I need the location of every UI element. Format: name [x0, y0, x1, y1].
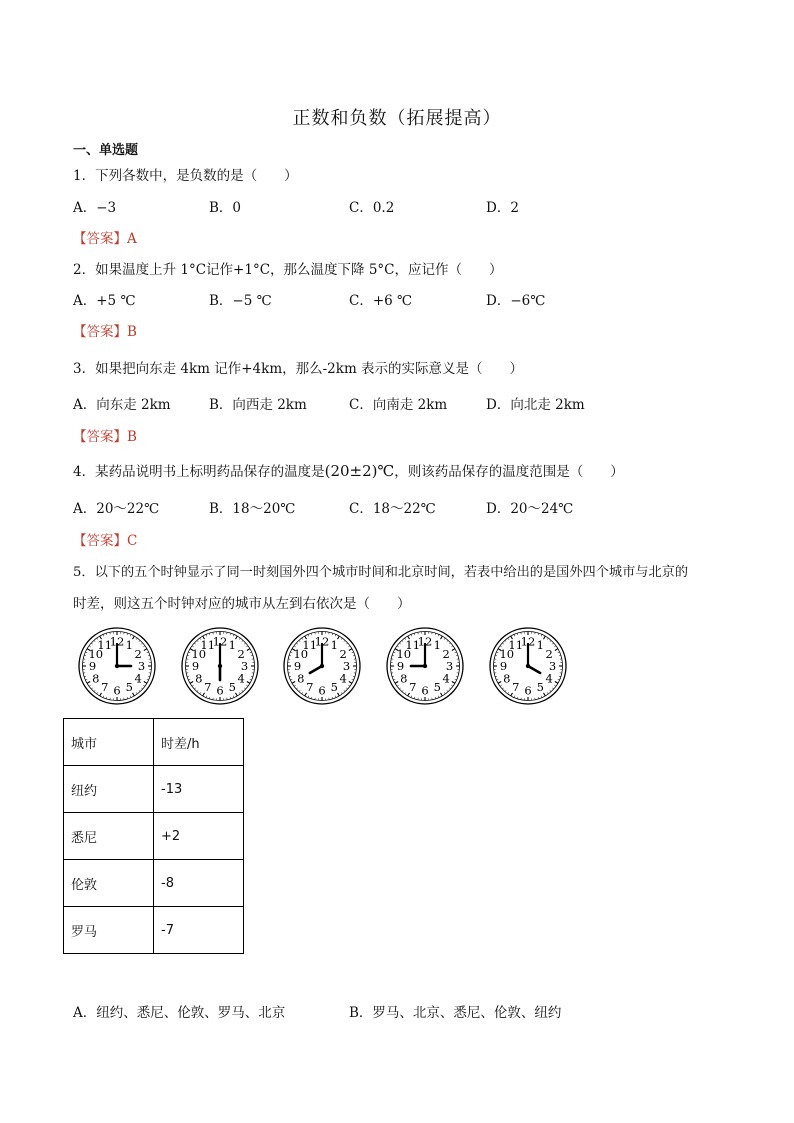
q4-answer: 【答案】C	[73, 533, 138, 549]
clock-number: 6	[421, 683, 429, 698]
clock-number: 12	[417, 634, 433, 649]
q3-option-c: C．向南走 2km	[349, 397, 448, 413]
table-cell-offset: -13	[154, 766, 244, 813]
q3-option-d: D．向北走 2km	[486, 397, 585, 413]
q3-option-b: B．向西走 2km	[209, 397, 307, 413]
clock-center	[218, 664, 222, 668]
clock-number: 11	[200, 637, 216, 652]
clock-1	[75, 624, 159, 708]
table-header-offset: 时差/h	[154, 719, 244, 766]
question-5-stem-line1: 5．以下的五个时钟显示了同一时刻国外四个城市时间和北京时间，若表中给出的是国外四个城市与北京的	[73, 565, 689, 580]
clock-number: 3	[137, 659, 146, 673]
clock-number: 10	[191, 646, 207, 661]
clock-number: 6	[216, 683, 224, 698]
clock-number: 4	[237, 671, 245, 686]
clock-number: 4	[545, 671, 553, 686]
clock-number: 12	[109, 634, 125, 649]
clock-number: 4	[339, 671, 347, 686]
clock-number: 7	[101, 680, 109, 695]
clock-number: 11	[97, 637, 113, 652]
clock-number: 1	[536, 637, 544, 652]
clock-number: 9	[396, 659, 405, 673]
table-row	[64, 766, 244, 813]
q2-option-b: B．−5 ℃	[209, 293, 272, 309]
table-row	[64, 907, 244, 954]
q4-option-d: D．20～24℃	[486, 501, 574, 517]
q2-answer: 【答案】B	[73, 324, 137, 340]
clock-number: 6	[524, 683, 532, 698]
page-title: 正数和负数（拓展提高）	[292, 108, 502, 129]
q1-option-b: B．0	[209, 200, 242, 216]
clock-number: 6	[113, 683, 121, 698]
table-row	[64, 860, 244, 907]
q1-answer: 【答案】A	[73, 231, 137, 247]
clock-number: 2	[545, 646, 553, 661]
clock-center	[526, 664, 530, 668]
clock-number: 7	[409, 680, 417, 695]
clock-number: 7	[204, 680, 212, 695]
clock-number: 4	[134, 671, 142, 686]
clock-number: 3	[548, 659, 557, 673]
clock-number: 7	[512, 680, 520, 695]
q1-option-c: C．0.2	[349, 200, 395, 216]
q3-answer: 【答案】B	[73, 429, 137, 445]
clock-number: 9	[293, 659, 302, 673]
q4-option-c: C．18～22℃	[349, 501, 436, 517]
clock-5	[486, 624, 570, 708]
q4-formula: (20±2)℃	[324, 462, 395, 480]
q4-option-a: A．20～22℃	[73, 501, 160, 517]
question-3-stem: 3．如果把向东走 4km 记作+4km，那么-2km 表示的实际意义是（ ）	[73, 361, 524, 377]
clock-number: 5	[330, 680, 338, 695]
clock-center	[320, 664, 324, 668]
clock-number: 6	[318, 683, 326, 698]
q1-option-a: A．−3	[73, 200, 117, 216]
timezone-table	[63, 718, 244, 954]
clock-number: 2	[442, 646, 450, 661]
table-cell-city: 悉尼	[64, 813, 154, 860]
clock-number: 10	[293, 646, 309, 661]
clock-number: 3	[240, 659, 249, 673]
table-cell-offset: -8	[154, 860, 244, 907]
clock-center	[115, 664, 119, 668]
table-row	[64, 813, 244, 860]
clock-number: 5	[228, 680, 236, 695]
q4-option-b: B．18～20℃	[209, 501, 296, 517]
clock-number: 7	[306, 680, 314, 695]
table-cell-city: 纽约	[64, 766, 154, 813]
clock-number: 9	[499, 659, 508, 673]
clock-number: 12	[520, 634, 536, 649]
question-4-stem: 4．某药品说明书上标明药品保存的温度是(20±2)℃，则该药品保存的温度范围是（ ）	[73, 462, 624, 480]
clock-number: 5	[125, 680, 133, 695]
clock-number: 10	[88, 646, 104, 661]
table-cell-city: 罗马	[64, 907, 154, 954]
clock-number: 5	[536, 680, 544, 695]
question-1-stem: 1．下列各数中，是负数的是（ ）	[73, 168, 298, 184]
question-2-stem: 2．如果温度上升 1°C记作+1°C，那么温度下降 5°C，应记作（ ）	[73, 262, 503, 278]
table-cell-city: 伦敦	[64, 860, 154, 907]
clock-number: 9	[191, 659, 200, 673]
clock-number: 12	[314, 634, 330, 649]
table-header-row	[64, 719, 244, 766]
clock-3	[280, 624, 364, 708]
clock-center	[423, 664, 427, 668]
clock-number: 11	[405, 637, 421, 652]
clock-number: 10	[396, 646, 412, 661]
clock-number: 1	[228, 637, 236, 652]
clock-number: 8	[195, 671, 203, 686]
q3-option-a: A．向东走 2km	[73, 397, 171, 413]
clock-number: 2	[134, 646, 142, 661]
clock-number: 3	[445, 659, 454, 673]
table-cell-offset: +2	[154, 813, 244, 860]
clock-number: 3	[342, 659, 351, 673]
clock-number: 9	[88, 659, 97, 673]
q2-option-a: A．+5 ℃	[73, 293, 136, 309]
clock-number: 8	[92, 671, 100, 686]
table-header-city: 城市	[64, 719, 154, 766]
section-heading: 一、单选题	[73, 143, 139, 158]
clock-number: 11	[508, 637, 524, 652]
clock-number: 8	[400, 671, 408, 686]
table-cell-offset: -7	[154, 907, 244, 954]
clock-number: 1	[433, 637, 441, 652]
question-5-stem-line2: 时差，则这五个时钟对应的城市从左到右依次是（ ）	[73, 596, 411, 612]
clock-number: 1	[330, 637, 338, 652]
clock-number: 5	[433, 680, 441, 695]
clock-number: 8	[503, 671, 511, 686]
clock-number: 2	[339, 646, 347, 661]
q1-option-d: D．2	[486, 200, 519, 216]
q5-option-a: A．纽约、悉尼、伦敦、罗马、北京	[73, 1005, 286, 1021]
q5-option-b: B．罗马、北京、悉尼、伦敦、纽约	[349, 1005, 562, 1021]
clock-number: 1	[125, 637, 133, 652]
clock-4	[383, 624, 467, 708]
clock-number: 12	[212, 634, 228, 649]
clock-number: 2	[237, 646, 245, 661]
q2-option-c: C．+6 ℃	[349, 293, 413, 309]
clock-number: 8	[297, 671, 305, 686]
clock-number: 4	[442, 671, 450, 686]
q2-option-d: D．−6℃	[486, 293, 546, 309]
clock-number: 10	[499, 646, 515, 661]
clock-number: 11	[302, 637, 318, 652]
clock-2	[178, 624, 262, 708]
